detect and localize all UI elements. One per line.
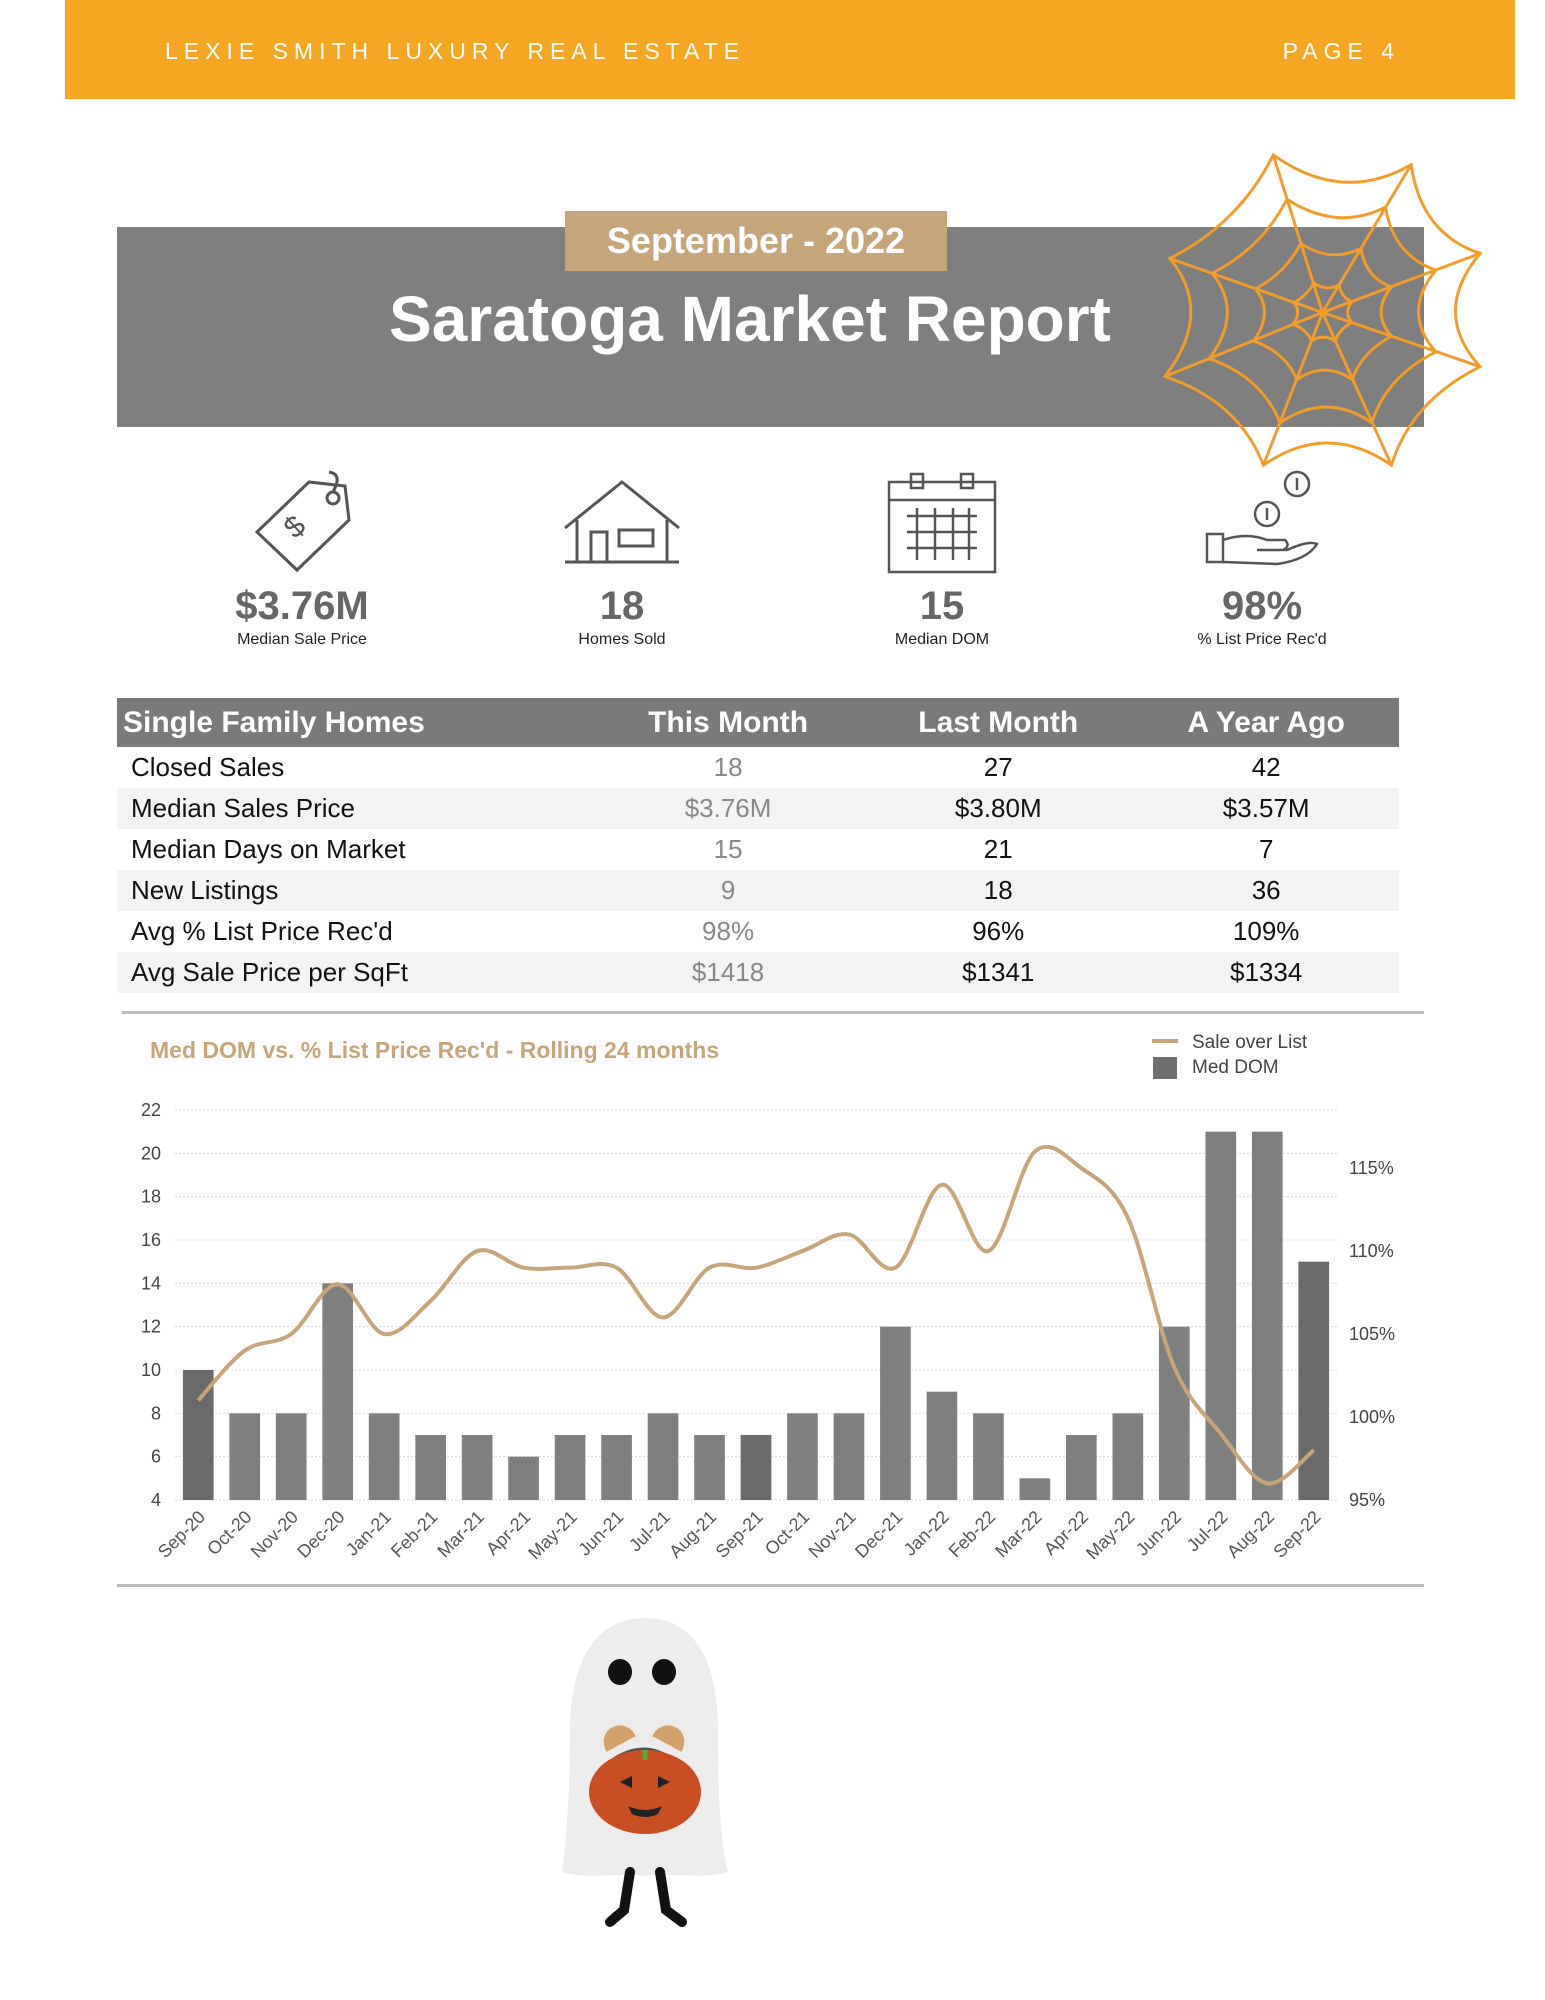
x-tick-label: Apr-22 <box>1039 1506 1093 1560</box>
y2-tick-label: 100% <box>1349 1407 1396 1428</box>
stat-value: 18 <box>599 584 645 628</box>
row-label: Avg Sale Price per SqFt <box>117 952 593 993</box>
y-tick-label: 10 <box>140 1360 161 1380</box>
row-label: Median Sales Price <box>117 788 593 829</box>
x-tick-label: Feb-22 <box>944 1506 1000 1562</box>
bar <box>415 1435 446 1500</box>
page-number: PAGE 4 <box>1282 38 1400 64</box>
bar <box>787 1413 818 1500</box>
x-tick-label: Dec-20 <box>293 1506 349 1562</box>
stat-label: Homes Sold <box>578 631 666 648</box>
column-header: Last Month <box>863 698 1133 747</box>
x-tick-label: Aug-21 <box>665 1506 721 1562</box>
bar <box>880 1327 911 1500</box>
legend-bar-swatch <box>1153 1057 1177 1079</box>
bar <box>1298 1262 1329 1500</box>
x-tick-label: Mar-22 <box>991 1506 1046 1562</box>
x-tick-label: Nov-21 <box>804 1506 860 1562</box>
y-tick-label: 14 <box>140 1273 161 1294</box>
bar <box>601 1435 632 1500</box>
hand-coins-icon <box>1197 470 1327 580</box>
bar <box>973 1413 1004 1500</box>
bar <box>1252 1132 1283 1500</box>
row-label: Closed Sales <box>131 752 285 782</box>
y-tick-label: 18 <box>140 1186 161 1207</box>
this-month-cell: 18 <box>713 752 743 782</box>
stat-value: $3.76M <box>235 584 369 628</box>
y-tick-label: 22 <box>140 1100 161 1120</box>
x-tick-label: Aug-22 <box>1222 1506 1279 1562</box>
year-ago-cell: 109% <box>1232 916 1300 946</box>
column-header: A Year Ago <box>1133 698 1399 747</box>
row-label: Median Days on Market <box>131 834 406 864</box>
stat-value: 98% <box>1221 584 1303 628</box>
x-tick-label: Jan-22 <box>899 1506 953 1560</box>
dom-vs-list-price-chart <box>117 1020 1424 1580</box>
x-tick-label: Oct-20 <box>203 1506 256 1560</box>
x-tick-label: Nov-20 <box>246 1506 303 1562</box>
header-bar <box>65 0 1515 99</box>
bar <box>555 1435 586 1500</box>
report-month: September - 2022 <box>565 211 947 271</box>
x-tick-label: Feb-21 <box>386 1506 442 1562</box>
bar <box>694 1435 725 1500</box>
svg-text:$: $ <box>277 509 313 546</box>
chart-title: Med DOM vs. % List Price Rec'd - Rolling 24 months <box>150 1037 720 1063</box>
year-ago-cell: 42 <box>1251 752 1281 782</box>
legend-label-bar: Med DOM <box>1192 1057 1279 1078</box>
year-ago-cell: $3.57M <box>1133 788 1399 829</box>
row-label: Avg % List Price Rec'd <box>131 916 393 946</box>
x-tick-label: Dec-21 <box>851 1506 907 1562</box>
bar <box>229 1413 260 1500</box>
price-tag-icon <box>237 470 367 580</box>
x-tick-label: Sep-21 <box>711 1506 767 1562</box>
table-row <box>117 829 1399 870</box>
this-month-cell: $3.76M <box>593 788 863 829</box>
sale-over-list-line <box>198 1147 1314 1484</box>
spider-web-icon <box>1160 150 1485 475</box>
last-month-cell: $3.80M <box>863 788 1133 829</box>
y2-tick-label: 115% <box>1349 1158 1394 1179</box>
bar <box>322 1283 353 1500</box>
y-tick-label: 20 <box>140 1143 161 1164</box>
y-tick-label: 12 <box>140 1316 161 1337</box>
stat-value: 15 <box>919 584 965 628</box>
y-tick-label: 16 <box>140 1230 161 1250</box>
bar <box>369 1413 400 1500</box>
y-tick-label: 4 <box>150 1490 161 1510</box>
bar <box>927 1392 958 1500</box>
table-row <box>117 911 1399 952</box>
x-tick-label: Sep-20 <box>153 1506 210 1562</box>
last-month-cell: 96% <box>972 916 1025 946</box>
column-header: This Month <box>593 698 863 747</box>
bar <box>834 1413 865 1500</box>
this-month-cell: $1418 <box>593 952 863 993</box>
x-tick-label: Mar-21 <box>433 1506 488 1562</box>
this-month-cell: 98% <box>702 916 755 946</box>
x-tick-label: Sep-22 <box>1269 1506 1325 1562</box>
last-month-cell: 27 <box>983 752 1013 782</box>
divider <box>122 1011 1424 1014</box>
x-tick-label: May-21 <box>524 1506 581 1564</box>
table-row <box>117 952 1399 993</box>
house-icon <box>557 470 687 580</box>
single-family-homes-table <box>117 698 1399 993</box>
year-ago-cell: 7 <box>1258 834 1274 864</box>
table-row <box>117 747 1399 788</box>
y2-tick-label: 95% <box>1349 1490 1386 1510</box>
stat-label: Median DOM <box>894 631 990 648</box>
x-tick-label: Jul-22 <box>1182 1506 1232 1556</box>
x-tick-label: May-22 <box>1082 1506 1139 1564</box>
stat-median-dom <box>812 470 1072 649</box>
x-tick-label: Jan-21 <box>341 1506 395 1560</box>
bar <box>276 1413 307 1500</box>
last-month-cell: $1341 <box>863 952 1133 993</box>
y2-tick-label: 105% <box>1349 1324 1396 1345</box>
x-tick-label: Jun-22 <box>1132 1506 1186 1560</box>
this-month-cell: 9 <box>593 870 863 911</box>
column-header: Single Family Homes <box>117 698 593 747</box>
stat-label: % List Price Rec'd <box>1197 631 1327 648</box>
calendar-icon <box>877 470 1007 580</box>
x-tick-label: Oct-21 <box>760 1506 814 1560</box>
row-label: New Listings <box>117 870 593 911</box>
stat-label: Median Sale Price <box>237 631 367 648</box>
x-tick-label: Apr-21 <box>482 1506 535 1560</box>
stat-homes-sold <box>492 470 752 649</box>
brand-name: LEXIE SMITH LUXURY REAL ESTATE <box>165 38 746 64</box>
stat-list-price-received <box>1132 470 1392 649</box>
bar <box>1159 1327 1190 1500</box>
y-tick-label: 8 <box>150 1403 161 1424</box>
bar <box>462 1435 493 1500</box>
last-month-cell: 18 <box>863 870 1133 911</box>
x-tick-label: Jul-21 <box>625 1506 674 1556</box>
y2-tick-label: 110% <box>1349 1241 1394 1262</box>
legend-label-line: Sale over List <box>1192 1032 1308 1053</box>
bar <box>1020 1478 1051 1500</box>
divider <box>117 1584 1424 1587</box>
year-ago-cell: $1334 <box>1133 952 1399 993</box>
bar <box>648 1413 679 1500</box>
bar <box>1113 1413 1144 1500</box>
x-tick-label: Jun-21 <box>574 1506 628 1560</box>
year-ago-cell: 36 <box>1133 870 1399 911</box>
report-title: Saratoga Market Report <box>389 283 1111 355</box>
table-header-row <box>117 698 1399 747</box>
table-row <box>117 870 1399 911</box>
this-month-cell: 15 <box>713 834 743 864</box>
ghost-icon <box>560 1610 730 1935</box>
y-tick-label: 6 <box>150 1446 161 1467</box>
last-month-cell: 21 <box>983 834 1013 864</box>
bar <box>1066 1435 1097 1500</box>
stat-median-sale-price <box>172 470 432 649</box>
table-row <box>117 788 1399 829</box>
bar <box>508 1457 539 1500</box>
bar <box>741 1435 772 1500</box>
chart-legend <box>1152 1032 1308 1079</box>
